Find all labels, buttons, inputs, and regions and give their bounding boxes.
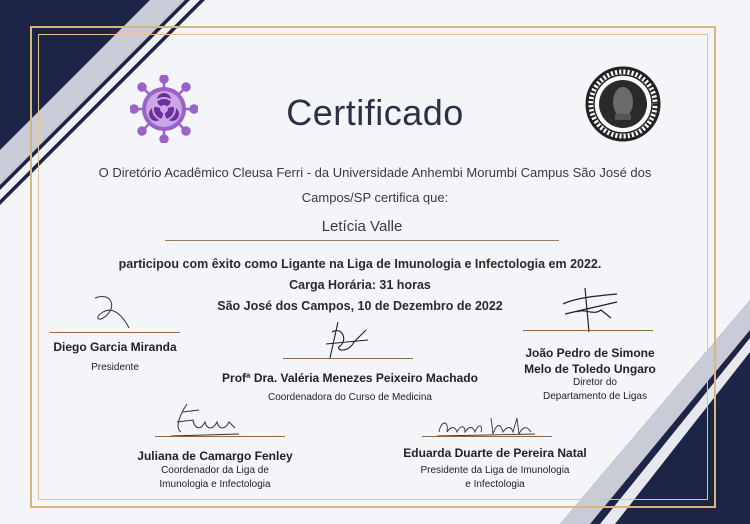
league-president-name: Eduarda Duarte de Pereira Natal xyxy=(403,446,587,460)
director-role xyxy=(510,376,680,404)
intro-text: O Diretório Acadêmico Cleusa Ferri - da Universidade Anhembi Morumbi Campus São José dos Campos/SP certifica que: xyxy=(98,165,652,205)
body-line-hours: Carga Horária: 31 horas xyxy=(289,278,431,292)
signature-coordinator-medicine xyxy=(318,318,378,362)
director-name-line2: Melo de Toledo Ungaro xyxy=(524,362,656,376)
certificate-title: Certificado xyxy=(286,92,464,133)
signature-line-league-coordinator xyxy=(155,436,285,437)
coordinator-medicine-name: Profª Dra. Valéria Menezes Peixeiro Machado xyxy=(222,371,478,385)
body-line-place-date: São José dos Campos, 10 de Dezembro de 2022 xyxy=(217,299,503,313)
director-role-line2: Departamento de Ligas xyxy=(543,391,647,402)
body-line-participation: participou com êxito como Ligante na Liga de Imunologia e Infectologia em 2022. xyxy=(118,257,602,271)
coordinator-medicine-role: Coordenadora do Curso de Medicina xyxy=(268,392,432,403)
signature-line-director xyxy=(523,330,653,331)
signature-director xyxy=(555,282,625,334)
league-president-role xyxy=(385,464,605,492)
signature-league-coordinator xyxy=(165,398,245,440)
league-president-role-line2: e Infectologia xyxy=(465,479,525,490)
recipient-underline xyxy=(165,240,559,241)
president-role: Presidente xyxy=(91,362,139,373)
league-coordinator-role-line2: Imunologia e Infectologia xyxy=(159,479,271,490)
league-coordinator-role xyxy=(120,464,310,492)
director-name-line1: João Pedro de Simone xyxy=(525,346,655,360)
recipient-name: Letícia Valle xyxy=(321,218,403,235)
league-president-role-line1: Presidente da Liga de Imunologia xyxy=(420,465,570,476)
signature-line-coordinator-medicine xyxy=(283,358,413,359)
director-name xyxy=(500,345,680,377)
league-coordinator-role-line1: Coordenador da Liga de xyxy=(161,465,269,476)
signature-president xyxy=(85,290,145,332)
director-role-line1: Diretor do xyxy=(573,377,617,388)
president-name: Diego Garcia Miranda xyxy=(53,340,177,354)
league-coordinator-name: Juliana de Camargo Fenley xyxy=(137,449,293,463)
signature-line-league-president xyxy=(422,436,552,437)
signature-line-president xyxy=(50,332,180,333)
